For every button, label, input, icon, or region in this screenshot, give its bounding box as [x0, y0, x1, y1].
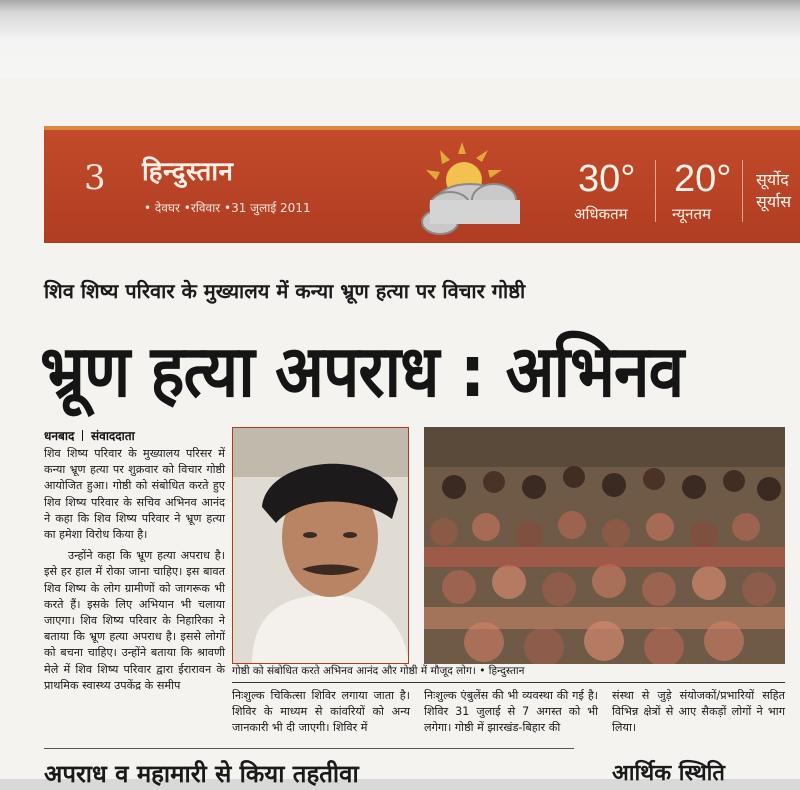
article-kicker: शिव शिष्य परिवार के मुख्यालय में कन्या भ्रूण हत्या पर विचार गोष्ठी [44, 279, 526, 303]
sun-cloud-icon [410, 140, 540, 240]
audience-photo [424, 427, 785, 664]
min-temperature-label: न्यूनतम [672, 205, 711, 223]
next-story-headline-right: आर्थिक स्थिति [612, 761, 725, 786]
article-column-1 [44, 446, 225, 694]
byline-author: संवाददाता [91, 429, 135, 443]
story-separator [44, 748, 574, 749]
speaker-photo [232, 427, 409, 664]
article-column-4: संस्था से जुड़े संयोजकों/प्रभारियों सहित विभिन्न क्षेत्रों से आए सैकड़ों लोगों ने भाग लिया। [612, 689, 785, 735]
max-temperature-label: अधिकतम [574, 205, 628, 223]
byline-divider [82, 430, 83, 441]
crowd-image [424, 427, 785, 664]
temp-separator [655, 160, 656, 222]
article-column-3: निःशुल्क एंबुलेंस की भी व्यवस्था की गई है। शिविर 31 जुलाई से 7 अगस्त को भी लगेगा। गोष्ठी में झारखंड-बिहार की [424, 689, 598, 735]
paper-fold-shadow [0, 0, 800, 82]
byline [44, 427, 135, 444]
min-temperature: 20° [674, 158, 732, 200]
caption-rule [232, 682, 785, 683]
sun-separator [742, 160, 743, 222]
next-story-headline-left: अपराध व महामारी से किया तहतीवा [44, 760, 359, 788]
article-headline: भ्रूण हत्या अपराध : अभिनव [40, 331, 684, 415]
sunset-label: सूर्यास [756, 192, 792, 211]
paragraph-2: उन्होंने कहा कि भ्रूण हत्या अपराध है। इसे हर हाल में रोका जाना चाहिए। इस बावत शिव शिष्य के लोग ग्रामीणों को जागरूक भी करते हैं। इसके लिए अभियान भी चलाया जाएगा। शिव शिष्य परिवार के निहारिका ने बताया कि भ्रूण हत्या अपराध है। इससे लोगों को बचना चाहिए। उन्होंने बताया कि श्रावणी मेले में शिव शिष्य परिवार द्वारा ईरारावन के प्राथमिक स्वास्थ्य उपकेंद्र के समीप [44, 549, 225, 692]
speaker-portrait-image [232, 427, 409, 664]
max-temperature: 30° [578, 158, 636, 200]
page-number: 3 [84, 158, 106, 198]
photo-caption: गोष्ठी को संबोधित करते अभिनव आनंद और गोष्ठी में मौजूद लोग। • हिन्दुस्तान [232, 665, 525, 677]
paragraph-1: शिव शिष्य परिवार के मुख्यालय परिसर में कन्या भ्रूण हत्या पर शुक्रवार को विचार गोष्ठी आयोजित हुआ। गोष्ठी को संबोधित करते हुए शिव शिष्य परिवार के सचिव अभिनव आनंद ने कहा कि शिव शिष्य परिवार ने भ्रूण हत्या का हमेशा विरोध किया है। [44, 447, 225, 542]
newspaper-brand: हिन्दुस्तान [142, 157, 234, 187]
sunrise-label: सूर्योद [756, 170, 789, 189]
byline-place: धनबाद [44, 429, 75, 443]
dateline: • देवघर •रविवार •31 जुलाई 2011 [144, 201, 311, 215]
article-column-2: निःशुल्क चिकित्सा शिविर लगाया जाता है। शिविर के माध्यम से कांवरियों को अन्य जानकारी भी दी जाएगी। शिविर में [232, 689, 410, 735]
